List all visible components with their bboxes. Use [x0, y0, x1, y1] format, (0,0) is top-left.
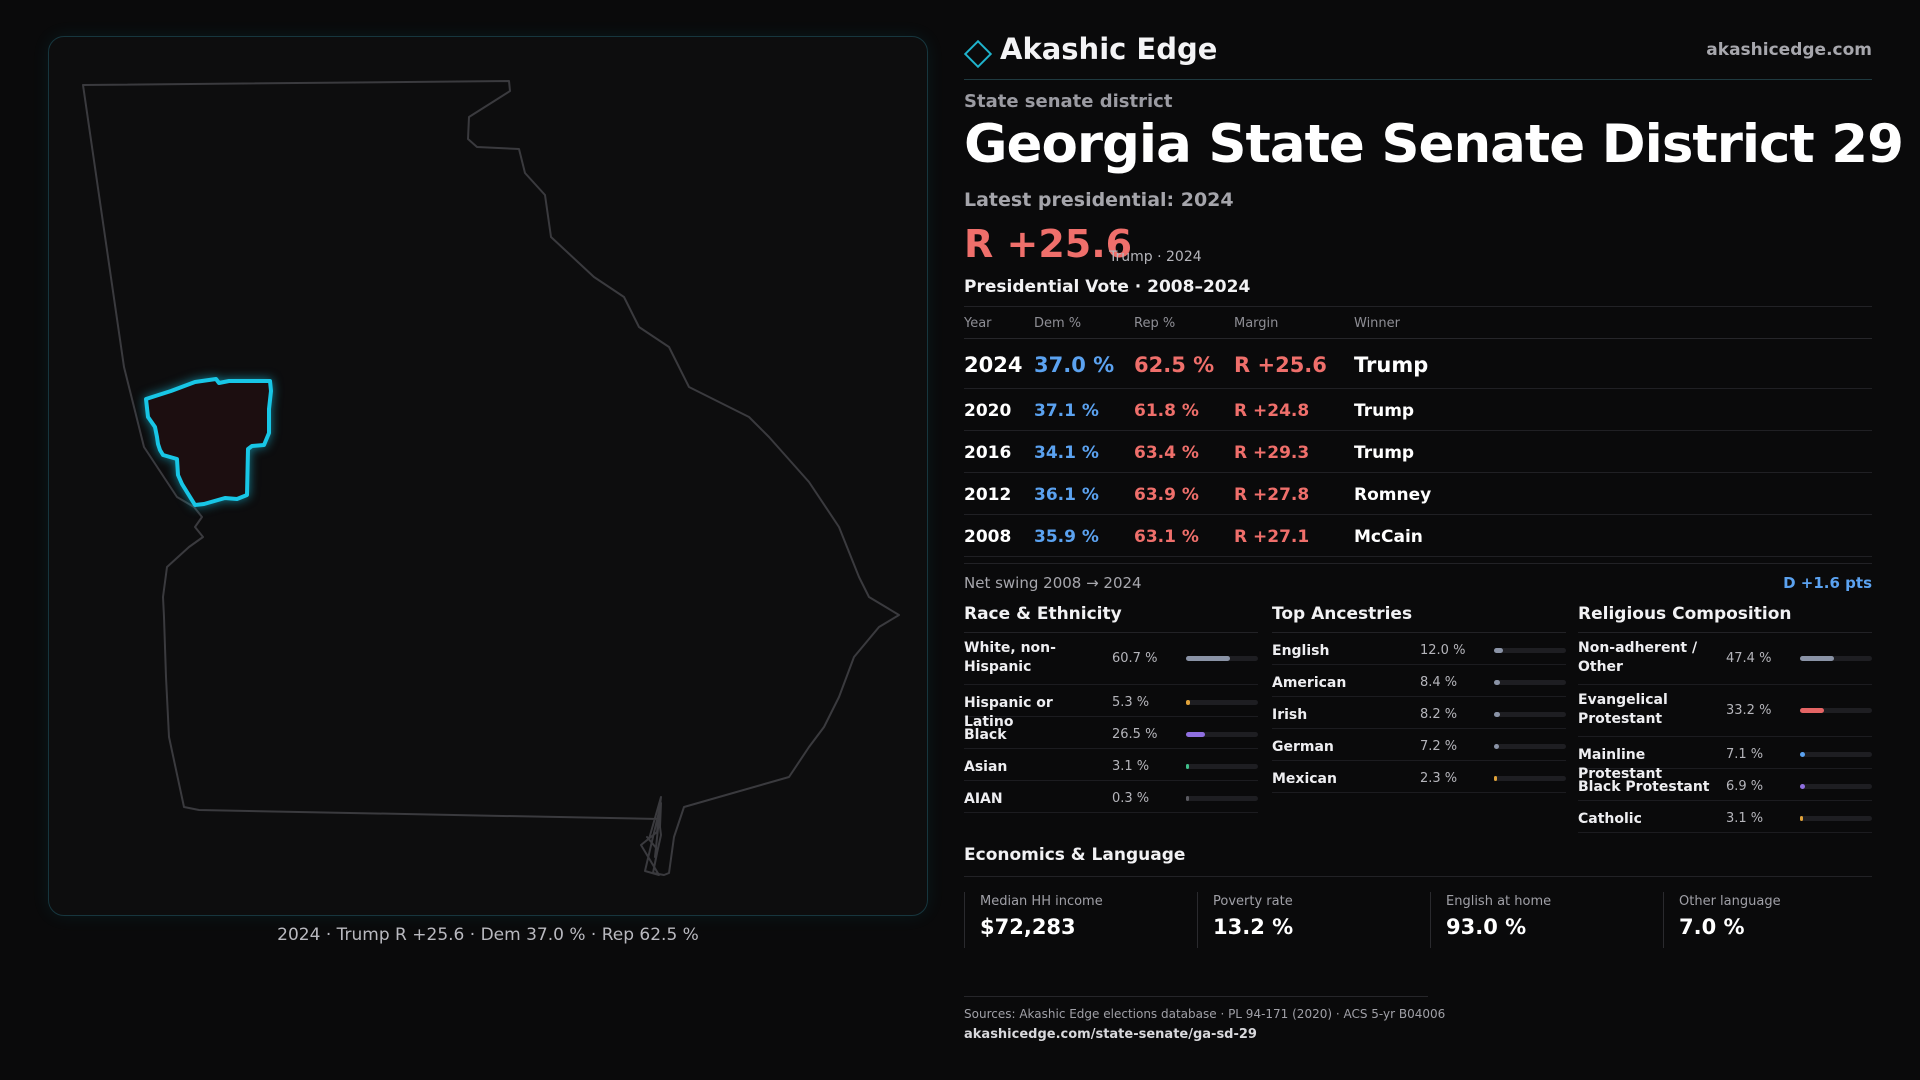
stat-bar-fill: [1800, 816, 1803, 821]
cell-winner: McCain: [1354, 527, 1423, 547]
stat-bar-fill: [1800, 656, 1834, 661]
stat-bar-fill: [1800, 752, 1805, 757]
stat-value: 3.1 %: [1726, 811, 1764, 826]
econ-value: 13.2 %: [1213, 915, 1294, 939]
race-section-title: Race & Ethnicity: [964, 600, 1258, 633]
stat-bar-fill: [1494, 776, 1497, 781]
stat-bar-fill: [1800, 708, 1824, 713]
cell-winner: Trump: [1354, 401, 1415, 421]
cell-rep: 63.1 %: [1134, 527, 1199, 547]
brand-url-link[interactable]: akashicedge.com: [1706, 40, 1872, 60]
cell-margin: R +24.8: [1234, 401, 1310, 421]
stat-label: Mexican: [1272, 771, 1337, 787]
stat-label: Hispanic or Latino: [964, 695, 1053, 730]
ancestries-section: [1272, 600, 1566, 793]
list-item: [1272, 697, 1566, 729]
stat-bar-track: [1800, 752, 1872, 757]
stat-bar-track: [1494, 680, 1566, 685]
list-item: [1578, 769, 1872, 801]
table-header: [964, 307, 1872, 339]
stat-bar-track: [1186, 700, 1258, 705]
presidential-vote-table: [964, 306, 1872, 557]
georgia-map[interactable]: [49, 37, 929, 917]
cell-dem: 37.1 %: [1034, 401, 1099, 421]
stat-bar-fill: [1186, 764, 1189, 769]
brand-name[interactable]: Akashic Edge: [1000, 32, 1218, 66]
cell-dem: 37.0 %: [1034, 353, 1115, 377]
cell-dem: 35.9 %: [1034, 527, 1099, 547]
district-type-label: State senate district: [964, 91, 1173, 112]
stat-bar-fill: [1800, 784, 1805, 789]
stat-label: Irish: [1272, 707, 1308, 723]
cell-year: 2024: [964, 353, 1023, 377]
cell-dem: 36.1 %: [1034, 485, 1099, 505]
stat-value: 2.3 %: [1420, 771, 1458, 786]
cell-margin: R +29.3: [1234, 443, 1310, 463]
sources-text: Sources: Akashic Edge elections database · PL 94-171 (2020) · ACS 5-yr B04006: [964, 1007, 1446, 1021]
list-item: [964, 685, 1258, 730]
religion-section-title: Religious Composition: [1578, 600, 1872, 633]
stat-label: White, non-Hispanic: [964, 640, 1056, 675]
stat-bar-track: [1800, 708, 1872, 713]
cell-rep: 62.5 %: [1134, 353, 1215, 377]
stat-bar-track: [1494, 776, 1566, 781]
econ-value: $72,283: [980, 915, 1076, 939]
stat-bar-track: [1494, 648, 1566, 653]
list-item: [1578, 633, 1872, 685]
list-item: [964, 633, 1258, 685]
stat-bar-track: [1800, 656, 1872, 661]
stat-label: Evangelical Protestant: [1578, 692, 1668, 727]
net-swing-label: Net swing 2008 → 2024: [964, 574, 1142, 592]
list-item: [1272, 761, 1566, 793]
list-item: [1272, 665, 1566, 697]
brand-header: [964, 30, 1872, 80]
list-item: [964, 781, 1258, 813]
stat-label: American: [1272, 675, 1347, 691]
stat-value: 26.5 %: [1112, 727, 1158, 742]
stat-bar-fill: [1494, 648, 1503, 653]
econ-label: English at home: [1446, 894, 1552, 909]
table-row: [964, 515, 1872, 557]
stat-bar-fill: [1186, 796, 1189, 801]
map-panel[interactable]: [48, 36, 928, 916]
econ-value: 93.0 %: [1446, 915, 1527, 939]
district-29-shape[interactable]: [146, 379, 271, 505]
stat-label: Black: [964, 727, 1007, 743]
stat-value: 8.2 %: [1420, 707, 1458, 722]
stat-bar-fill: [1186, 656, 1230, 661]
cell-year: 2008: [964, 527, 1012, 547]
cell-dem: 34.1 %: [1034, 443, 1099, 463]
table-row: [964, 473, 1872, 515]
header-margin: Margin: [1234, 316, 1279, 331]
header-rep: Rep %: [1134, 316, 1176, 331]
list-item: [1578, 801, 1872, 833]
stat-label: Mainline Protestant: [1578, 747, 1663, 782]
ancestries-section-title: Top Ancestries: [1272, 600, 1566, 633]
cell-rep: 63.9 %: [1134, 485, 1199, 505]
stat-value: 0.3 %: [1112, 791, 1150, 806]
header-winner: Winner: [1354, 316, 1401, 331]
stat-bar-track: [1186, 732, 1258, 737]
stat-bar-track: [1494, 744, 1566, 749]
stat-value: 5.3 %: [1112, 695, 1150, 710]
table-row: [964, 339, 1872, 389]
economics-section-title: Economics & Language: [964, 845, 1872, 877]
list-item: [964, 749, 1258, 781]
stat-bar-track: [1800, 784, 1872, 789]
stat-bar-track: [1800, 816, 1872, 821]
latest-winner-sub: Trump · 2024: [1109, 249, 1202, 265]
table-row: [964, 431, 1872, 473]
list-item: [1578, 685, 1872, 737]
cell-margin: R +25.6: [1234, 353, 1327, 377]
econ-stat-other-language: [1663, 892, 1863, 948]
map-caption: 2024 · Trump R +25.6 · Dem 37.0 % · Rep 62.5 %: [277, 925, 699, 945]
econ-label: Poverty rate: [1213, 894, 1293, 909]
stat-bar-track: [1186, 796, 1258, 801]
vote-table-title: Presidential Vote · 2008–2024: [964, 277, 1251, 297]
econ-value: 7.0 %: [1679, 915, 1745, 939]
detail-panel: [964, 0, 1903, 1080]
stat-label: German: [1272, 739, 1334, 755]
econ-stat-english-at-home: [1430, 892, 1630, 948]
sources-footer: [964, 996, 1446, 1042]
list-item: [1272, 729, 1566, 761]
page-title: Georgia State Senate District 29: [964, 114, 1903, 175]
net-swing-row: [964, 563, 1872, 595]
stat-label: Non-adherent / Other: [1578, 640, 1698, 675]
stat-value: 7.1 %: [1726, 747, 1764, 762]
race-ethnicity-section: [964, 600, 1258, 813]
stat-bar-track: [1494, 712, 1566, 717]
list-item: [1578, 737, 1872, 782]
stat-label: English: [1272, 643, 1330, 659]
econ-stat-median-income: [964, 892, 1164, 948]
cell-winner: Trump: [1354, 443, 1415, 463]
stat-bar-fill: [1494, 744, 1499, 749]
stat-value: 12.0 %: [1420, 643, 1466, 658]
header-dem: Dem %: [1034, 316, 1082, 331]
list-item: [1272, 633, 1566, 665]
stat-value: 33.2 %: [1726, 703, 1772, 718]
cell-margin: R +27.8: [1234, 485, 1310, 505]
cell-winner: Romney: [1354, 485, 1432, 505]
sources-url-link[interactable]: akashicedge.com/state-senate/ga-sd-29: [964, 1027, 1257, 1042]
table-row: [964, 389, 1872, 431]
stat-bar-fill: [1186, 732, 1205, 737]
stat-value: 6.9 %: [1726, 779, 1764, 794]
diamond-logo-icon: [964, 40, 992, 68]
stat-value: 7.2 %: [1420, 739, 1458, 754]
cell-year: 2020: [964, 401, 1012, 421]
cell-rep: 63.4 %: [1134, 443, 1199, 463]
econ-label: Median HH income: [980, 894, 1103, 909]
stat-value: 3.1 %: [1112, 759, 1150, 774]
stat-value: 47.4 %: [1726, 651, 1772, 666]
religion-section: [1578, 600, 1872, 833]
cell-margin: R +27.1: [1234, 527, 1310, 547]
stat-bar-track: [1186, 656, 1258, 661]
stat-bar-fill: [1186, 700, 1190, 705]
cell-year: 2012: [964, 485, 1012, 505]
net-swing-value: D +1.6 pts: [1783, 574, 1872, 592]
econ-stat-poverty-rate: [1197, 892, 1397, 948]
stat-label: Black Protestant: [1578, 779, 1710, 795]
cell-year: 2016: [964, 443, 1012, 463]
stat-label: Asian: [964, 759, 1008, 775]
econ-label: Other language: [1679, 894, 1781, 909]
list-item: [964, 717, 1258, 749]
latest-presidential-label: Latest presidential: 2024: [964, 189, 1234, 211]
stat-bar-track: [1186, 764, 1258, 769]
cell-rep: 61.8 %: [1134, 401, 1199, 421]
cell-winner: Trump: [1354, 353, 1429, 377]
latest-margin: R +25.6: [964, 222, 1133, 266]
stat-value: 8.4 %: [1420, 675, 1458, 690]
stat-label: AIAN: [964, 791, 1003, 807]
header-year: Year: [964, 316, 992, 331]
stat-value: 60.7 %: [1112, 651, 1158, 666]
stat-label: Catholic: [1578, 811, 1642, 827]
stat-bar-fill: [1494, 680, 1500, 685]
stat-bar-fill: [1494, 712, 1500, 717]
